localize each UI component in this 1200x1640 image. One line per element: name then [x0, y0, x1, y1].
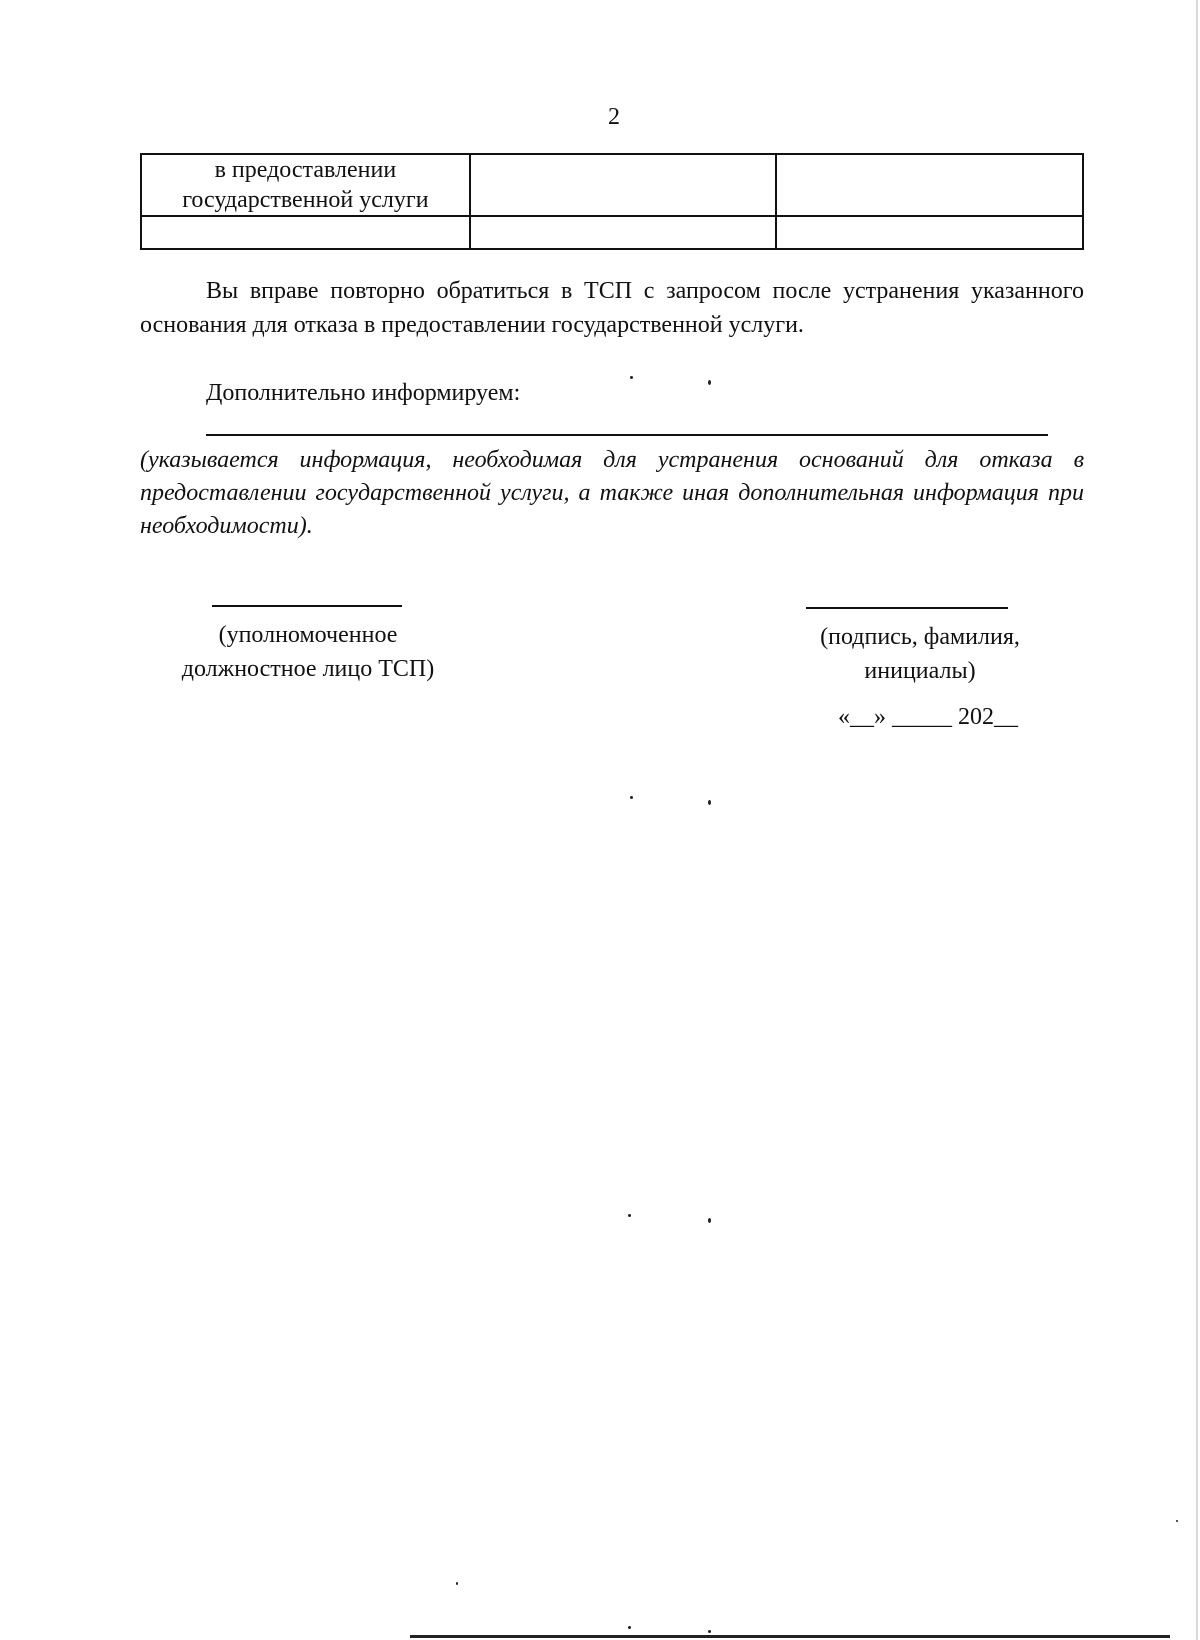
instruction-note: (указывается информация, необходимая для устранения оснований для отказа в предоставлении государственной услуги, а также иная дополнительная информация при необходимости).	[140, 447, 1084, 539]
table-cell	[141, 154, 470, 216]
signature-caption-line: инициалы)	[864, 658, 976, 684]
additional-info-paragraph	[140, 376, 1084, 410]
table-row	[141, 154, 1083, 216]
additional-info-label: Дополнительно информируем:	[206, 380, 521, 406]
scan-speck	[708, 380, 711, 385]
cell-text-line: в предоставлении	[214, 157, 397, 183]
reapply-paragraph	[140, 274, 1084, 342]
table-cell	[776, 154, 1083, 216]
scan-speck	[628, 1626, 631, 1629]
scan-speck	[630, 376, 633, 379]
reapply-text: Вы вправе повторно обратиться в ТСП с запросом после устранения указанного основания для отказа в предоставлении государственной услуги.	[140, 278, 1084, 338]
signature-caption-line: (подпись, фамилия,	[820, 624, 1020, 650]
table-cell	[776, 216, 1083, 249]
official-caption-line: (уполномоченное	[218, 622, 398, 648]
signature-name-line	[806, 607, 1008, 609]
table-row	[141, 216, 1083, 249]
official-caption-line: должностное лицо ТСП)	[181, 656, 435, 682]
table-cell	[470, 154, 777, 216]
official-caption	[158, 618, 458, 686]
scan-speck	[630, 796, 633, 799]
official-signature-line	[212, 605, 402, 607]
scan-speck	[708, 800, 711, 805]
page-number: 2	[608, 104, 620, 130]
refusal-reasons-table	[140, 153, 1084, 250]
scan-speck	[708, 1630, 711, 1633]
scan-edge	[1196, 0, 1198, 1640]
scan-speck	[708, 1218, 711, 1223]
scan-speck	[628, 1214, 631, 1217]
scan-speck	[1176, 1520, 1178, 1522]
cell-text-line: государственной услуги	[182, 187, 429, 213]
scan-bottom-edge	[410, 1635, 1170, 1638]
scan-speck	[456, 1582, 458, 1585]
additional-info-fill-line	[206, 434, 1048, 436]
signature-caption	[790, 620, 1050, 688]
date-line: «__» _____ 202__	[838, 704, 1018, 730]
table-cell	[470, 216, 777, 249]
table-cell	[141, 216, 470, 249]
